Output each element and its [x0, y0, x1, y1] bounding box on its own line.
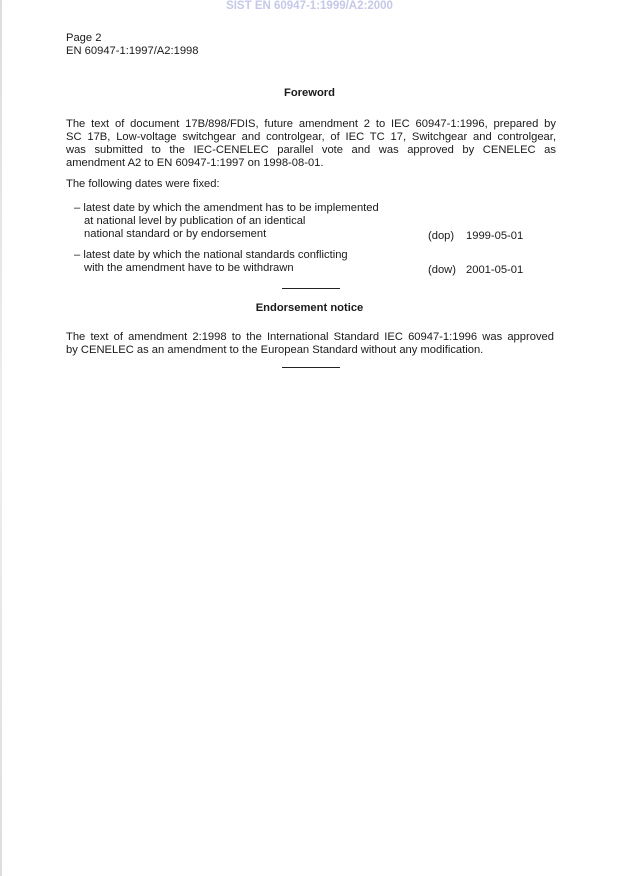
standard-reference: EN 60947-1:1997/A2:1998 — [66, 45, 199, 57]
endorsement-heading: Endorsement notice — [255, 302, 364, 314]
date-code: (dow) — [428, 264, 456, 276]
foreword-heading: Foreword — [284, 87, 335, 99]
watermark: SIST EN 60947-1:1999/A2:2000 — [226, 0, 393, 12]
section-divider — [282, 288, 340, 289]
section-divider — [282, 367, 340, 368]
foreword-line: was submitted to the IEC-CENELEC parallel vote and was approved by CENELEC as — [66, 144, 556, 156]
date-item-text: national standard or by endorsement — [84, 228, 267, 240]
scan-edge — [0, 0, 2, 876]
foreword-line: amendment A2 to EN 60947-1:1997 on 1998-08-01. — [66, 157, 324, 169]
date-item-text: with the amendment have to be withdrawn — [84, 262, 294, 274]
dates-intro: The following dates were fixed: — [66, 178, 220, 190]
date-item-text: at national level by publication of an identical — [84, 215, 306, 227]
endorsement-line: The text of amendment 2:1998 to the International Standard IEC 60947-1:1996 was approved — [66, 331, 554, 343]
date-value: 2001-05-01 — [466, 264, 524, 276]
page-number: Page 2 — [66, 32, 102, 44]
endorsement-line: by CENELEC as an amendment to the European Standard without any modification. — [66, 344, 484, 356]
date-value: 1999-05-01 — [466, 230, 524, 242]
date-item-text: – latest date by which the national standards conflicting — [74, 249, 348, 261]
foreword-line: The text of document 17B/898/FDIS, future amendment 2 to IEC 60947-1:1996, prepared by — [66, 118, 556, 130]
foreword-line: SC 17B, Low-voltage switchgear and controlgear, of IEC TC 17, Switchgear and controlgear, — [66, 131, 556, 143]
date-code: (dop) — [428, 230, 455, 242]
date-item-text: – latest date by which the amendment has to be implemented — [74, 202, 379, 214]
